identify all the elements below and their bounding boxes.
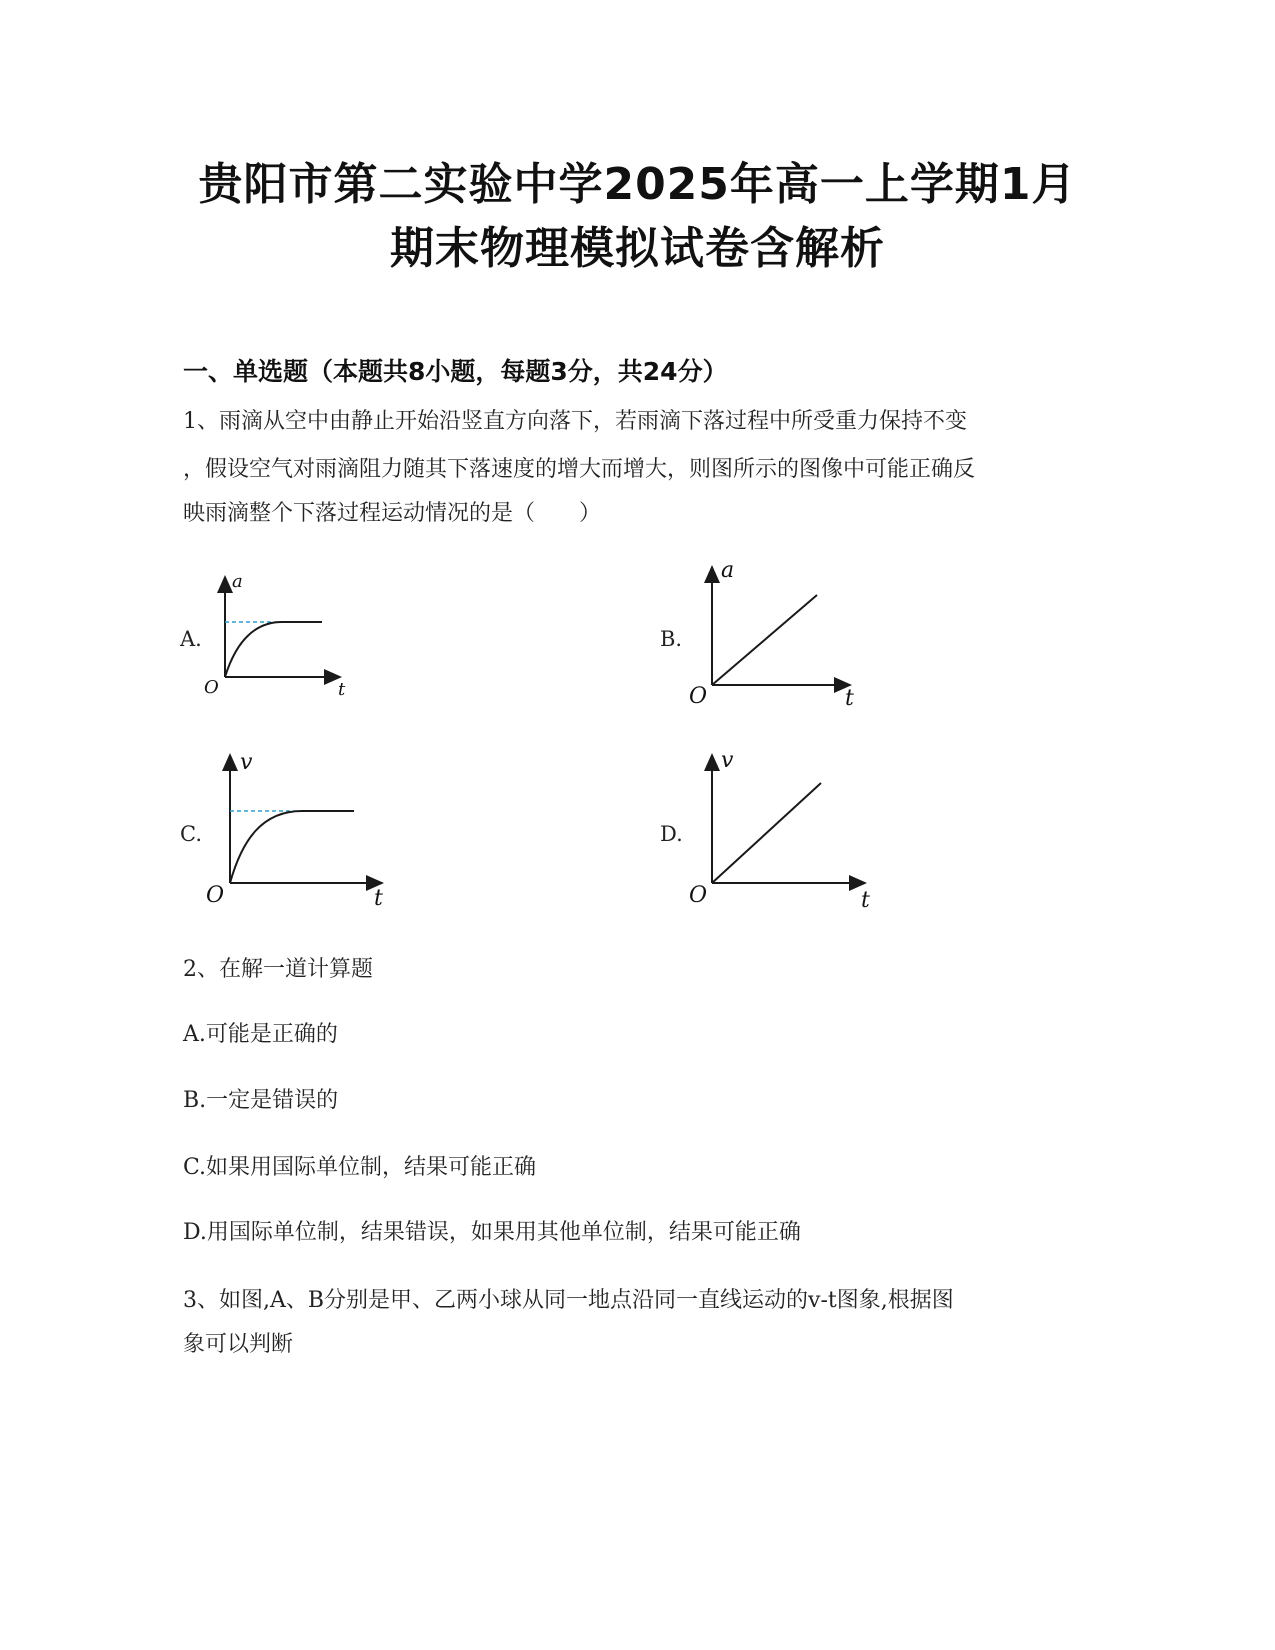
q1-option-d-graph [685, 745, 880, 915]
origin-label: O [689, 883, 708, 908]
q1-option-c-graph [200, 745, 395, 915]
q1-stem-line-3: 映雨滴整个下落过程运动情况的是（ ） [183, 501, 602, 526]
q2-stem: 2、在解一道计算题 [183, 957, 373, 982]
line [712, 783, 821, 883]
origin-label: O [206, 883, 225, 908]
q1-option-a-graph [200, 565, 360, 705]
doc-title-line-1: 贵阳市第二实验中学2025年高一上学期1月 [198, 159, 1077, 210]
curve [230, 811, 354, 883]
origin-label: O [204, 677, 219, 698]
x-axis-label: t [374, 886, 383, 911]
doc-title-line-2: 期末物理模拟试卷含解析 [390, 223, 885, 274]
section-heading: 一、单选题（本题共8小题，每题3分，共24分） [183, 357, 728, 386]
q1-option-a-label: A. [180, 627, 202, 651]
q3-stem-line-1: 3、如图,A、B分别是甲、乙两小球从同一地点沿同一直线运动的v-t图象,根据图 [183, 1288, 954, 1313]
origin-label: O [689, 684, 708, 709]
q1-option-b-label: B. [660, 627, 683, 651]
q1-option-c-label: C. [180, 822, 202, 846]
x-axis-label: t [861, 888, 870, 913]
q1-stem-line-1: 1、雨滴从空中由静止开始沿竖直方向落下，若雨滴下落过程中所受重力保持不变 [183, 409, 967, 434]
q2-option-b: B.一定是错误的 [183, 1088, 339, 1113]
line [712, 595, 817, 685]
q2-option-d: D.用国际单位制，结果错误，如果用其他单位制，结果可能正确 [183, 1220, 801, 1245]
y-axis-label: a [721, 558, 735, 583]
x-axis-label: t [338, 679, 346, 700]
q1-stem-line-2: ，假设空气对雨滴阻力随其下落速度的增大而增大，则图所示的图像中可能正确反 [183, 457, 976, 482]
y-axis-label: a [232, 571, 243, 592]
x-axis-label: t [845, 686, 854, 711]
q2-option-c: C.如果用国际单位制，结果可能正确 [183, 1155, 537, 1180]
y-axis-label: v [240, 750, 253, 775]
q3-stem-line-2: 象可以判断 [183, 1332, 294, 1357]
y-axis-label: v [721, 748, 734, 773]
q1-option-b-graph [685, 555, 875, 715]
curve [225, 622, 322, 677]
q1-option-d-label: D. [660, 822, 683, 846]
q2-option-a: A.可能是正确的 [183, 1022, 338, 1047]
